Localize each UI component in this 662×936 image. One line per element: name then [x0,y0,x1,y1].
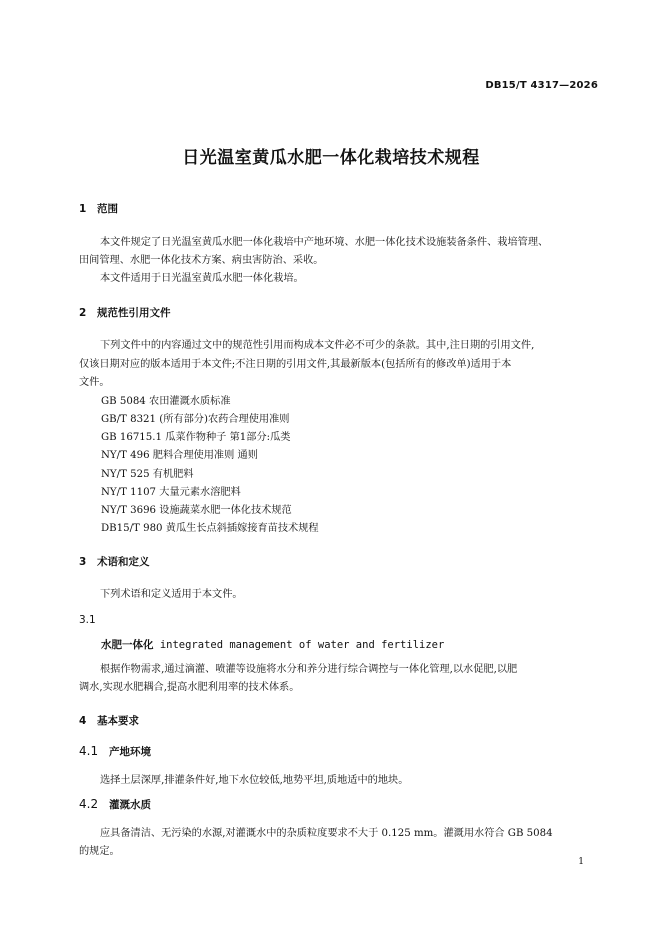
paragraph-line: 仅该日期对应的版本适用于本文件;不注日期的引用文件,其最新版本(包括所有的修改单)适用于本 [79,359,512,370]
reference-item: GB 16715.1 瓜菜作物种子 第1部分:瓜类 [101,432,291,443]
subsection-number: 4.1 [79,744,99,758]
paragraph: 下列术语和定义适用于本文件。 [100,589,243,600]
paragraph: 选择土层深厚,排灌条件好,地下水位较低,地势平坦,质地适中的地块。 [100,775,409,786]
paragraph-line: 田间管理、水肥一体化技术方案、病虫害防治、采收。 [79,255,324,266]
section-title: 规范性引用文件 [97,307,171,319]
page-number: 1 [578,857,584,867]
section-title: 基本要求 [97,715,139,727]
subsection-number: 4.2 [79,797,99,811]
document-title: 日光温室黄瓜水肥一体化栽培技术规程 [182,148,480,168]
section-heading-scope [79,201,118,216]
reference-item: NY/T 3696 设施蔬菜水肥一体化技术规范 [101,505,292,516]
section-number: 1 [79,203,87,215]
reference-item: NY/T 1107 大量元素水溶肥料 [101,487,241,498]
section-heading-terms [79,554,150,569]
subsection-title: 产地环境 [109,746,151,758]
subsection-title: 灌溉水质 [109,799,151,811]
reference-item: GB 5084 农田灌溉水质标准 [101,396,231,407]
term-chinese: 水肥一体化 [101,639,154,651]
reference-item: GB/T 8321 (所有部分)农药合理使用准则 [101,414,290,425]
document-code: DB15/T 4317—2026 [485,80,598,91]
section-number: 3 [79,556,87,568]
paragraph: 本文件适用于日光温室黄瓜水肥一体化栽培。 [100,273,304,284]
paragraph-line: 下列文件中的内容通过文中的规范性引用而构成本文件必不可少的条款。其中,注日期的引用文件, [100,340,535,351]
term-english: integrated management of water and fertilizer [159,639,445,651]
reference-item: DB15/T 980 黄瓜生长点斜插嫁接育苗技术规程 [101,523,319,534]
definition-line: 根据作物需求,通过滴灌、喷灌等设施将水分和养分进行综合调控与一体化管理,以水促肥,以肥 [100,664,518,675]
paragraph-line: 的规定。 [79,846,120,857]
term-entry [101,637,444,652]
definition-line: 调水,实现水肥耦合,提高水肥利用率的技术体系。 [79,682,300,693]
paragraph-line: 本文件规定了日光温室黄瓜水肥一体化栽培中产地环境、水肥一体化技术设施装备条件、栽培管理、 [100,237,549,248]
section-title: 术语和定义 [97,556,150,568]
reference-item: NY/T 525 有机肥料 [101,469,194,480]
section-title: 范围 [97,203,118,215]
reference-item: NY/T 496 肥料合理使用准则 通则 [101,450,258,461]
subsection-heading-site-environment [79,744,151,759]
term-number: 3.1 [79,614,96,626]
subsection-heading-irrigation-water [79,797,151,812]
paragraph-line: 文件。 [79,377,110,388]
section-number: 2 [79,307,87,319]
section-number: 4 [79,715,87,727]
section-heading-normative-references [79,305,171,320]
section-heading-basic-requirements [79,713,139,728]
paragraph-line: 应具备清洁、无污染的水源,对灌溉水中的杂质粒度要求不大于 0.125 mm。灌溉用水符合 GB 5084 [100,828,553,839]
